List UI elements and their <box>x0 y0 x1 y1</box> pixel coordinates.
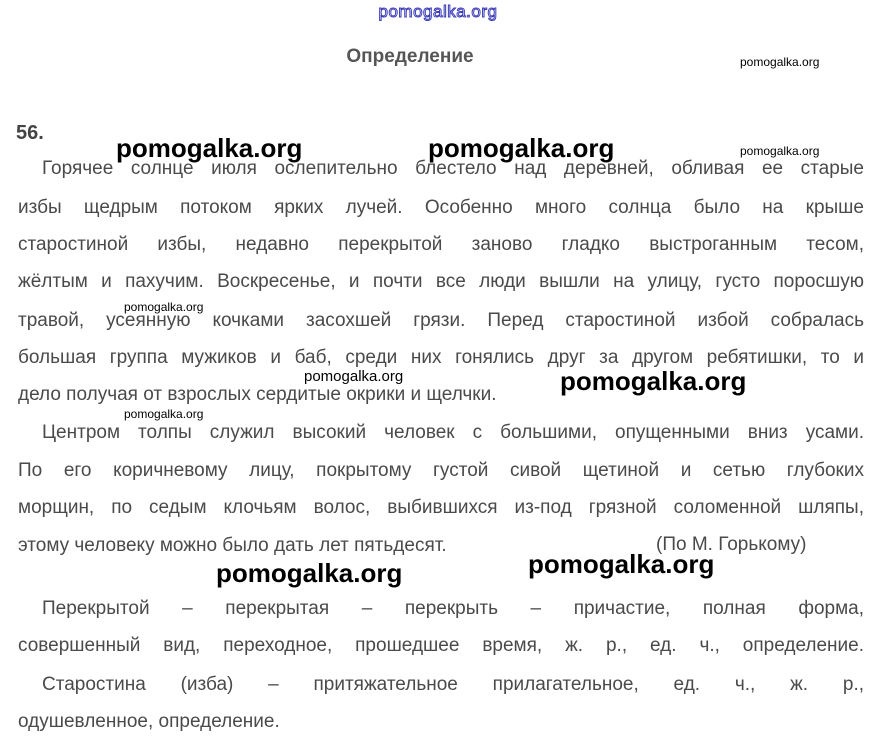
watermark: pomogalka.org <box>740 55 820 69</box>
text-line: Горячее солнце июля ослепительно блестело над деревней, обливая ее старые <box>42 158 864 179</box>
text-line: жёлтым и пахучим. Воскресенье, и почти все люди вышли на улицу, густо поросшую <box>18 271 864 292</box>
analysis-line: совершенный вид, переходное, прошедшее время, ж. р., ед. ч., определение. <box>18 635 864 656</box>
exercise-number: 56. <box>16 122 44 144</box>
text-line: Центром толпы служил высокий человек с большими, опущенными вниз усами. <box>42 422 864 443</box>
analysis-line: одушевленное, определение. <box>18 711 280 732</box>
text-line: этому человеку можно было дать лет пятьдесят. <box>18 535 447 556</box>
watermark: pomogalka.org <box>116 133 303 163</box>
watermark: pomogalka.org <box>216 558 403 588</box>
text-line: избы щедрым потоком ярких лучей. Особенно много солнца было на крыше <box>18 197 864 218</box>
text-line: морщин, по седым клочьям волос, выбившихся из-под грязной соломенной шляпы, <box>18 497 864 518</box>
watermark: pomogalka.org <box>124 407 204 421</box>
analysis-line: Старостина (изба) – притяжательное прилагательное, ед. ч., ж. р., <box>42 674 864 695</box>
watermark: pomogalka.org <box>428 133 615 163</box>
watermark: pomogalka.org <box>528 549 715 579</box>
source-attribution: (По М. Горькому) <box>656 534 807 555</box>
text-line: большая группа мужиков и баб, среди них гонялись друг за другом ребятишки, то и <box>18 347 864 368</box>
text-line: дело получая от взрослых сердитые окрики и щелчки. <box>18 384 497 405</box>
text-line: По его коричневому лицу, покрытому густой сивой щетиной и сетью глубоких <box>18 460 864 481</box>
page-title: Определение <box>346 46 474 67</box>
watermark: pomogalka.org <box>124 300 204 314</box>
watermark: pomogalka.org <box>304 368 404 385</box>
text-line: старостиной избы, недавно перекрытой заново гладко выстроганным тесом, <box>18 234 864 255</box>
watermark: pomogalka.org <box>560 366 747 396</box>
text-line: травой, усеянную кочками засохшей грязи. Перед старостиной избой собралась <box>18 310 864 331</box>
analysis-line: Перекрытой – перекрытая – перекрыть – причастие, полная форма, <box>42 598 864 619</box>
watermark: pomogalka.org <box>740 144 820 158</box>
top-watermark: pomogalka.org <box>378 2 498 21</box>
